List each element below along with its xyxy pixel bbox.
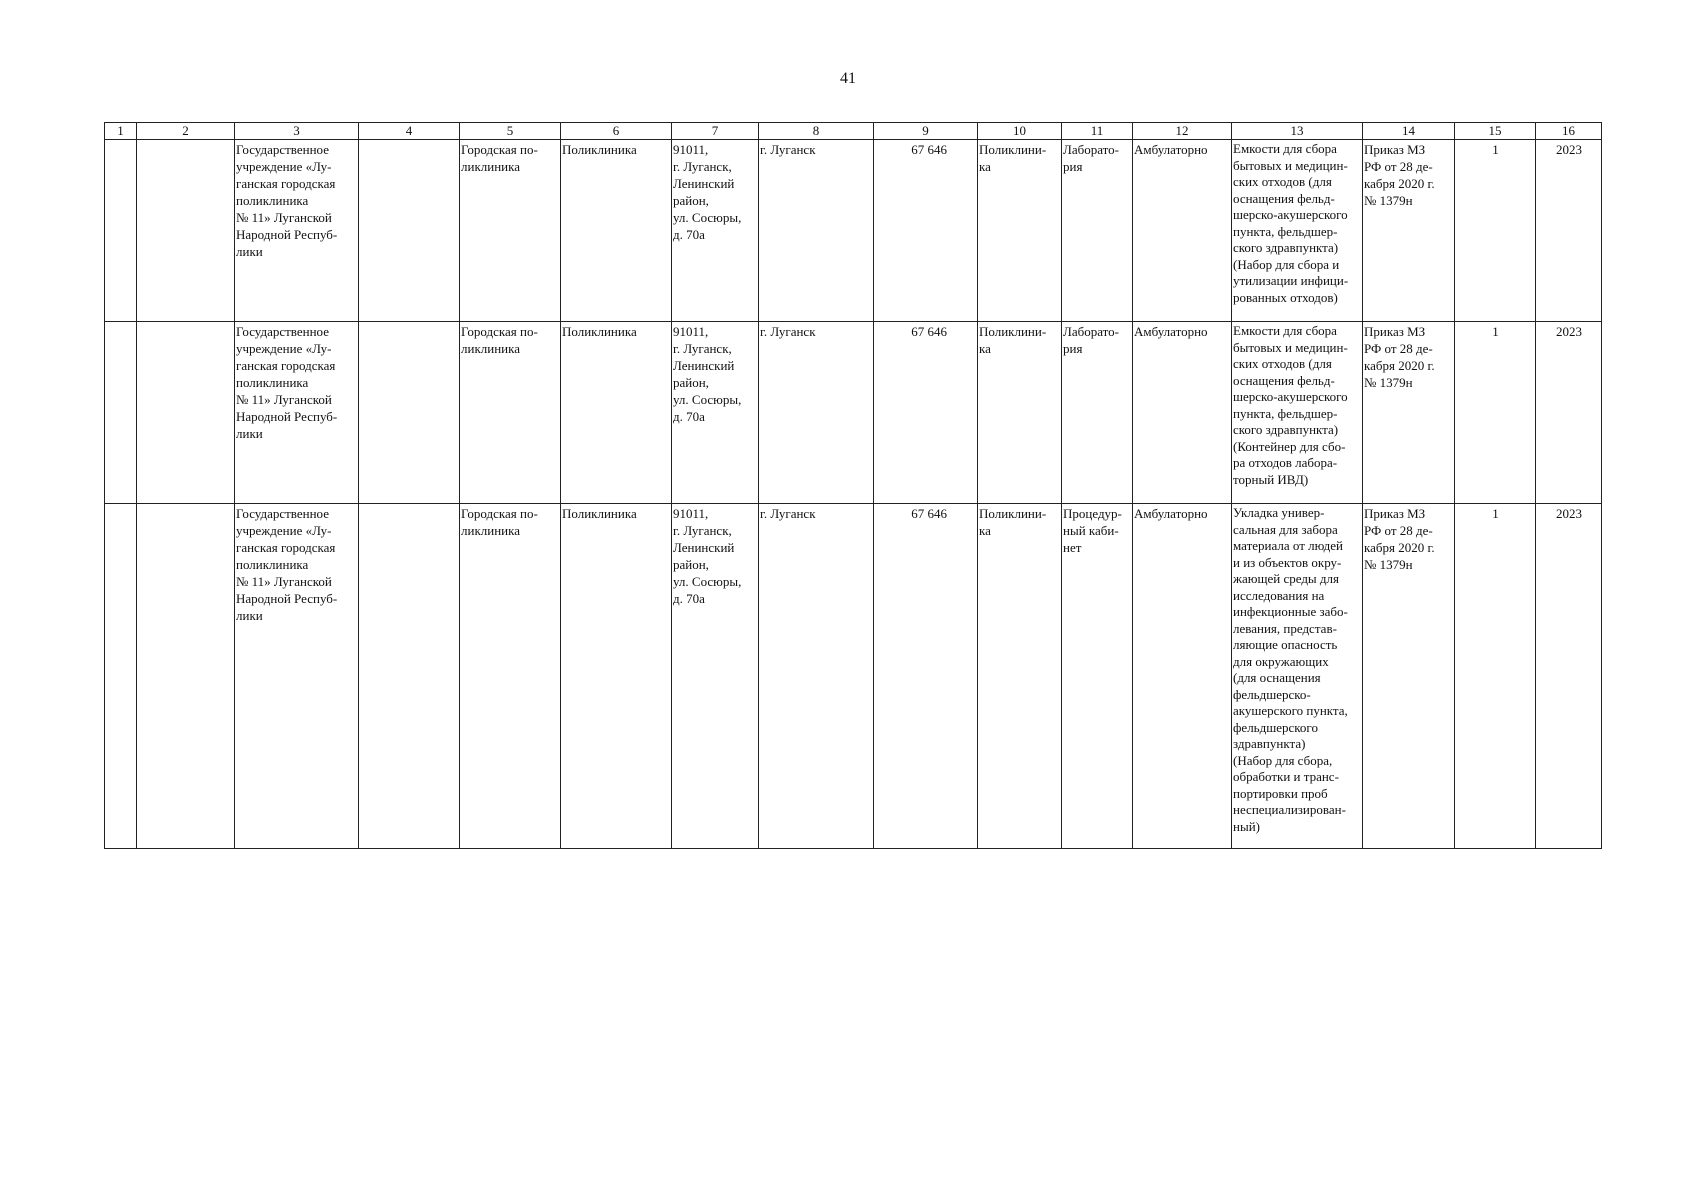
cell-city: г. Луганск [759,322,874,504]
cell-quantity: 1 [1455,322,1536,504]
cell-address: 91011, г. Луганск, Ленинский район, ул. Сосюры, д. 70а [672,322,759,504]
cell-equipment: Емкости для сбора бытовых и медицин- ских отходов (для оснащения фельд- шерско-акушерского пункта, фельдшер- ского здравпункта) (Набор для сбора и утилизации инфици- рованных отходов) [1232,140,1363,322]
cell-care-mode: Амбулаторно [1133,322,1232,504]
cell-division: Поликлини- ка [978,140,1062,322]
table-row [105,322,1602,504]
cell-quantity: 1 [1455,140,1536,322]
cell-col2 [137,140,235,322]
cell-col2 [137,322,235,504]
cell-population: 67 646 [874,504,978,849]
cell-order: Приказ МЗ РФ от 28 де- кабря 2020 г. № 1379н [1363,322,1455,504]
table-row [105,504,1602,849]
cell-facility-type: Городская по- ликлиника [460,504,561,849]
equipment-table [104,122,1602,849]
cell-division: Поликлини- ка [978,504,1062,849]
col-header-3: 3 [235,123,359,140]
col-header-6: 6 [561,123,672,140]
cell-equipment: Укладка универ- сальная для забора материала от людей и из объектов окру- жающей среды для исследования на инфекционные забо- левания, представ- ляющие опасность для окружающих (для оснащения фельдшерско- акушерского пункта, фельдшерского здравпункта) (Набор для сбора, обработки и транс- портировки проб неспециализирован- ный) [1232,504,1363,849]
cell-care-mode: Амбулаторно [1133,140,1232,322]
cell-index [105,140,137,322]
cell-room: Лаборато- рия [1062,322,1133,504]
col-header-12: 12 [1133,123,1232,140]
col-header-8: 8 [759,123,874,140]
col-header-4: 4 [359,123,460,140]
cell-city: г. Луганск [759,504,874,849]
cell-facility-type: Городская по- ликлиника [460,140,561,322]
col-header-7: 7 [672,123,759,140]
cell-col2 [137,504,235,849]
cell-index [105,504,137,849]
cell-institution: Государственное учреждение «Лу- ганская городская поликлиника № 11» Луганской Народной Респуб- лики [235,140,359,322]
cell-order: Приказ МЗ РФ от 28 де- кабря 2020 г. № 1379н [1363,140,1455,322]
cell-division: Поликлини- ка [978,322,1062,504]
col-header-11: 11 [1062,123,1133,140]
page-number: 41 [840,70,856,87]
cell-col4 [359,140,460,322]
cell-institution: Государственное учреждение «Лу- ганская городская поликлиника № 11» Луганской Народной Респуб- лики [235,322,359,504]
cell-facility-type: Городская по- ликлиника [460,322,561,504]
cell-unit-type: Поликлиника [561,504,672,849]
cell-equipment: Емкости для сбора бытовых и медицин- ских отходов (для оснащения фельд- шерско-акушерского пункта, фельдшер- ского здравпункта) (Контейнер для сбо- ра отходов лабора- торный ИВД) [1232,322,1363,504]
col-header-14: 14 [1363,123,1455,140]
cell-care-mode: Амбулаторно [1133,504,1232,849]
col-header-16: 16 [1536,123,1602,140]
cell-address: 91011, г. Луганск, Ленинский район, ул. Сосюры, д. 70а [672,140,759,322]
col-header-15: 15 [1455,123,1536,140]
cell-index [105,322,137,504]
cell-room: Процедур- ный каби- нет [1062,504,1133,849]
col-header-9: 9 [874,123,978,140]
col-header-10: 10 [978,123,1062,140]
cell-year: 2023 [1536,140,1602,322]
cell-room: Лаборато- рия [1062,140,1133,322]
cell-order: Приказ МЗ РФ от 28 де- кабря 2020 г. № 1379н [1363,504,1455,849]
cell-population: 67 646 [874,140,978,322]
cell-quantity: 1 [1455,504,1536,849]
col-header-2: 2 [137,123,235,140]
table-row [105,140,1602,322]
col-header-5: 5 [460,123,561,140]
cell-col4 [359,504,460,849]
cell-col4 [359,322,460,504]
col-header-13: 13 [1232,123,1363,140]
cell-population: 67 646 [874,322,978,504]
cell-unit-type: Поликлиника [561,140,672,322]
cell-institution: Государственное учреждение «Лу- ганская городская поликлиника № 11» Луганской Народной Респуб- лики [235,504,359,849]
cell-address: 91011, г. Луганск, Ленинский район, ул. Сосюры, д. 70а [672,504,759,849]
column-number-row [105,123,1602,140]
cell-year: 2023 [1536,322,1602,504]
col-header-1: 1 [105,123,137,140]
cell-city: г. Луганск [759,140,874,322]
cell-year: 2023 [1536,504,1602,849]
cell-unit-type: Поликлиника [561,322,672,504]
